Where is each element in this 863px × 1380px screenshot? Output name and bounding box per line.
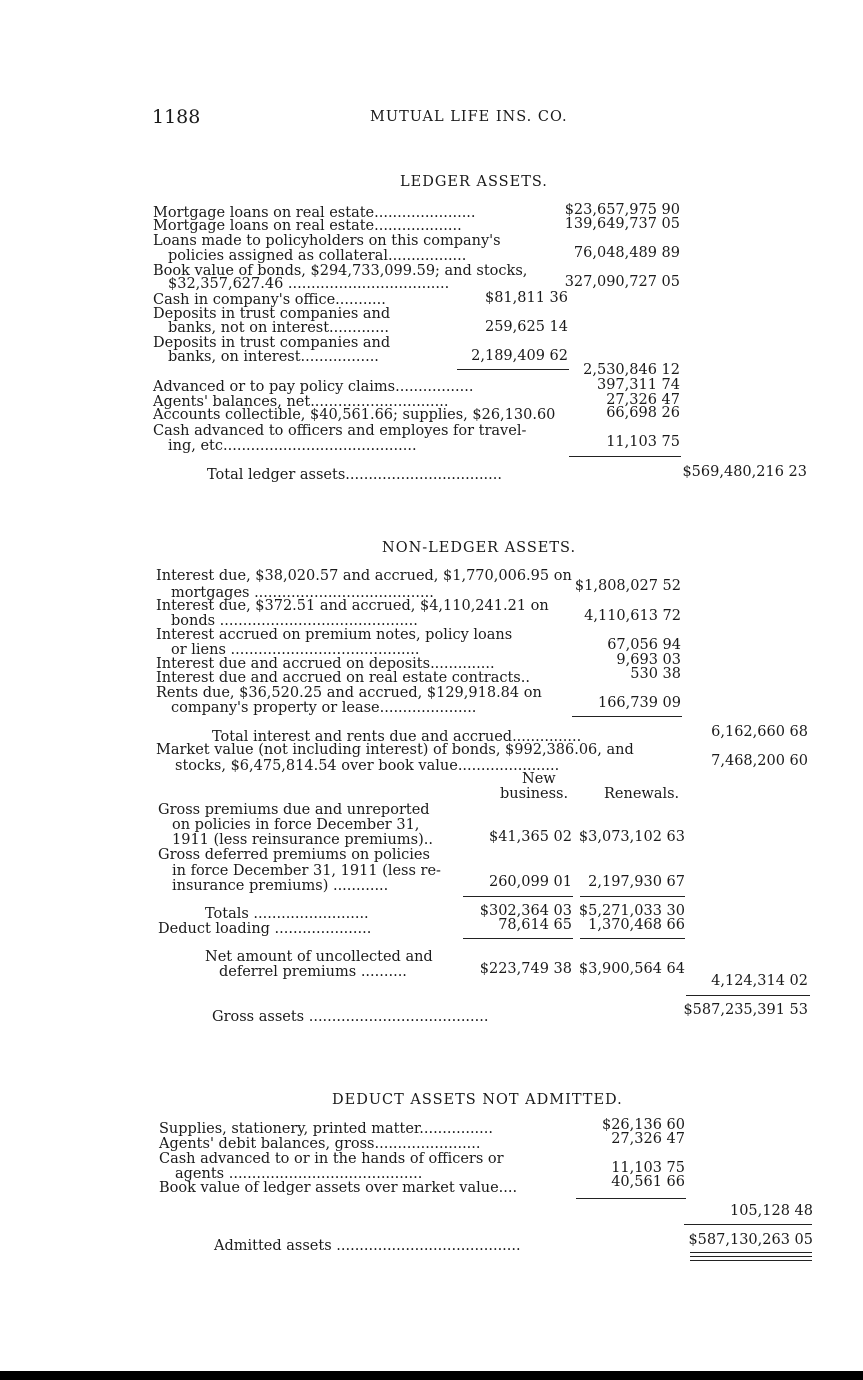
nonledger-line: Market value (not including interest) of bonds, $992,386.06, and xyxy=(156,742,634,758)
ledger-line: Mortgage loans on real estate................... xyxy=(153,218,462,234)
ledger-amount: $23,657,975 90 xyxy=(564,202,680,218)
premium-renewals-amount: $3,073,102 63 xyxy=(578,829,685,845)
column-header-renewals: Renewals. xyxy=(604,786,680,802)
deduct-amount: 11,103 75 xyxy=(611,1160,685,1176)
nonledger-line: Totals ......................... xyxy=(205,906,369,922)
ledger-amount: 139,649,737 05 xyxy=(564,216,680,232)
admitted-assets-label: Admitted assets ........................................ xyxy=(214,1238,521,1254)
nonledger-line: Total interest and rents due and accrued............... xyxy=(212,729,582,745)
ledger-line: ing, etc.......................................... xyxy=(168,438,417,454)
nonledger-line: company's property or lease..................... xyxy=(171,700,477,716)
deduct-line: agents .......................................... xyxy=(175,1166,423,1182)
nonledger-amount: 67,056 94 xyxy=(607,637,681,653)
ledger-amount: 2,189,409 62 xyxy=(471,348,568,364)
ledger-line: Cash in company's office........... xyxy=(153,292,386,308)
premium-new-amount: 260,099 01 xyxy=(488,874,572,890)
premium-renewals-amount: $3,900,564 64 xyxy=(578,961,685,977)
nonledger-amount: 530 38 xyxy=(630,666,681,682)
ledger-amount: 11,103 75 xyxy=(606,434,680,450)
ledger-amount: 397,311 74 xyxy=(596,377,680,393)
nonledger-amount: 4,124,314 02 xyxy=(711,973,808,989)
ledger-line: banks, on interest................. xyxy=(168,349,379,365)
ledger-line: Deposits in trust companies and xyxy=(153,306,391,322)
ledger-line: policies assigned as collateral................. xyxy=(168,248,467,264)
ledger-line: Book value of bonds, $294,733,099.59; and stocks, xyxy=(153,263,528,279)
scan-edge-bar xyxy=(0,1371,863,1380)
nonledger-line: Gross premiums due and unreported xyxy=(158,802,430,818)
nonledger-heading: NON-LEDGER ASSETS. xyxy=(382,540,577,556)
gross-assets-label: Gross assets ....................................... xyxy=(212,1009,489,1025)
deduct-line: Cash advanced to or in the hands of officers or xyxy=(159,1151,504,1167)
nonledger-line: bonds ........................................... xyxy=(171,613,418,629)
ledger-line: Agents' balances, net.............................. xyxy=(153,394,449,410)
nonledger-line: mortgages ....................................... xyxy=(171,585,434,601)
admitted-assets-amount: $587,130,263 05 xyxy=(688,1232,813,1248)
ledger-amount: 327,090,727 05 xyxy=(564,274,680,290)
deduct-amount: 27,326 47 xyxy=(611,1131,685,1147)
ledger-line: banks, not on interest............. xyxy=(168,320,389,336)
premium-new-amount: $41,365 02 xyxy=(488,829,572,845)
ledger-total-amount: $569,480,216 23 xyxy=(682,464,807,480)
premium-renewals-amount: 1,370,468 66 xyxy=(588,917,685,933)
ledger-line: Deposits in trust companies and xyxy=(153,335,391,351)
nonledger-line: or liens ......................................... xyxy=(171,642,420,658)
gross-assets-rule xyxy=(686,995,810,996)
nonledger-amount: 166,739 09 xyxy=(597,695,681,711)
double-rule xyxy=(690,1260,812,1261)
deduct-rule xyxy=(576,1198,686,1199)
ledger-amount: 259,625 14 xyxy=(484,319,568,335)
page-number: 1188 xyxy=(152,106,201,128)
deduct-line: Supplies, stationery, printed matter................ xyxy=(159,1121,493,1137)
ledger-amount: $81,811 36 xyxy=(484,290,568,306)
ledger-amount: 27,326 47 xyxy=(606,392,680,408)
column-header-business: business. xyxy=(500,786,569,802)
double-rule xyxy=(690,1256,812,1257)
premium-new-amount: $223,749 38 xyxy=(479,961,572,977)
premium-new-rule xyxy=(463,896,573,897)
premium-renewals-amount: 2,197,930 67 xyxy=(588,874,685,890)
deduct-amount: $26,136 60 xyxy=(601,1117,685,1133)
nonledger-line: Deduct loading ..................... xyxy=(158,921,372,937)
nonledger-line: deferrel premiums .......... xyxy=(219,964,407,980)
ledger-line: Cash advanced to officers and employes for travel- xyxy=(153,423,527,439)
running-title: MUTUAL LIFE INS. CO. xyxy=(370,109,568,125)
nonledger-amount: 9,693 03 xyxy=(616,652,681,668)
nonledger-line: insurance premiums) ............ xyxy=(172,878,389,894)
double-rule xyxy=(690,1252,812,1253)
premium-renewals-rule xyxy=(580,896,685,897)
nonledger-line: in force December 31, 1911 (less re- xyxy=(172,863,441,879)
deduct-line: Book value of ledger assets over market value.... xyxy=(159,1180,518,1196)
nonledger-line: Gross deferred premiums on policies xyxy=(158,847,430,863)
ledger-subtotal-rule xyxy=(457,369,569,370)
column-header-new: New xyxy=(522,771,556,787)
ledger-total-rule xyxy=(569,456,681,457)
ledger-line: Mortgage loans on real estate...................... xyxy=(153,205,476,221)
ledger-amount: 2,530,846 12 xyxy=(583,362,680,378)
nonledger-line: Net amount of uncollected and xyxy=(205,949,433,965)
gross-assets-amount: $587,235,391 53 xyxy=(683,1002,808,1018)
premium-new-rule xyxy=(463,938,573,939)
nonledger-line: Interest due and accrued on deposits.............. xyxy=(156,656,495,672)
premium-renewals-rule xyxy=(580,938,685,939)
ledger-amount: 66,698 26 xyxy=(606,405,680,421)
nonledger-amount: 4,110,613 72 xyxy=(584,608,681,624)
nonledger-line: Interest due and accrued on real estate contracts.. xyxy=(156,670,530,686)
ledger-line: Loans made to policyholders on this company's xyxy=(153,233,501,249)
nonledger-amount: 7,468,200 60 xyxy=(711,753,808,769)
premium-new-amount: 78,614 65 xyxy=(498,917,572,933)
ledger-total-label: Total ledger assets.................................. xyxy=(207,467,502,483)
nonledger-line: Rents due, $36,520.25 and accrued, $129,918.84 on xyxy=(156,685,542,701)
nonledger-amount: $1,808,027 52 xyxy=(574,578,681,594)
ledger-line: Accounts collectible, $40,561.66; supplies, $26,130.60 xyxy=(153,407,556,423)
ledger-line: $32,357,627.46 ................................... xyxy=(168,276,450,292)
nonledger-line: Interest accrued on premium notes, policy loans xyxy=(156,627,513,643)
premium-renewals-amount: $5,271,033 30 xyxy=(578,903,685,919)
nonledger-amount: 6,162,660 68 xyxy=(711,724,808,740)
ledger-heading: LEDGER ASSETS. xyxy=(400,174,548,190)
nonledger-line: 1911 (less reinsurance premiums).. xyxy=(172,832,433,848)
nonledger-line: Interest due, $38,020.57 and accrued, $1,770,006.95 on xyxy=(156,568,572,584)
nonledger-subtotal-rule xyxy=(572,716,682,717)
admitted-rule xyxy=(684,1224,812,1225)
deduct-amount: 40,561 66 xyxy=(611,1174,685,1190)
ledger-amount: 76,048,489 89 xyxy=(573,245,680,261)
deduct-total-amount: 105,128 48 xyxy=(729,1203,813,1219)
nonledger-line: Interest due, $372.51 and accrued, $4,110,241.21 on xyxy=(156,598,549,614)
deduct-heading: DEDUCT ASSETS NOT ADMITTED. xyxy=(332,1092,623,1108)
ledger-line: Advanced or to pay policy claims................. xyxy=(153,379,474,395)
deduct-line: Agents' debit balances, gross....................... xyxy=(159,1136,481,1152)
nonledger-line: on policies in force December 31, xyxy=(172,817,420,833)
premium-new-amount: $302,364 03 xyxy=(479,903,572,919)
nonledger-line: stocks, $6,475,814.54 over book value...................... xyxy=(175,758,560,774)
